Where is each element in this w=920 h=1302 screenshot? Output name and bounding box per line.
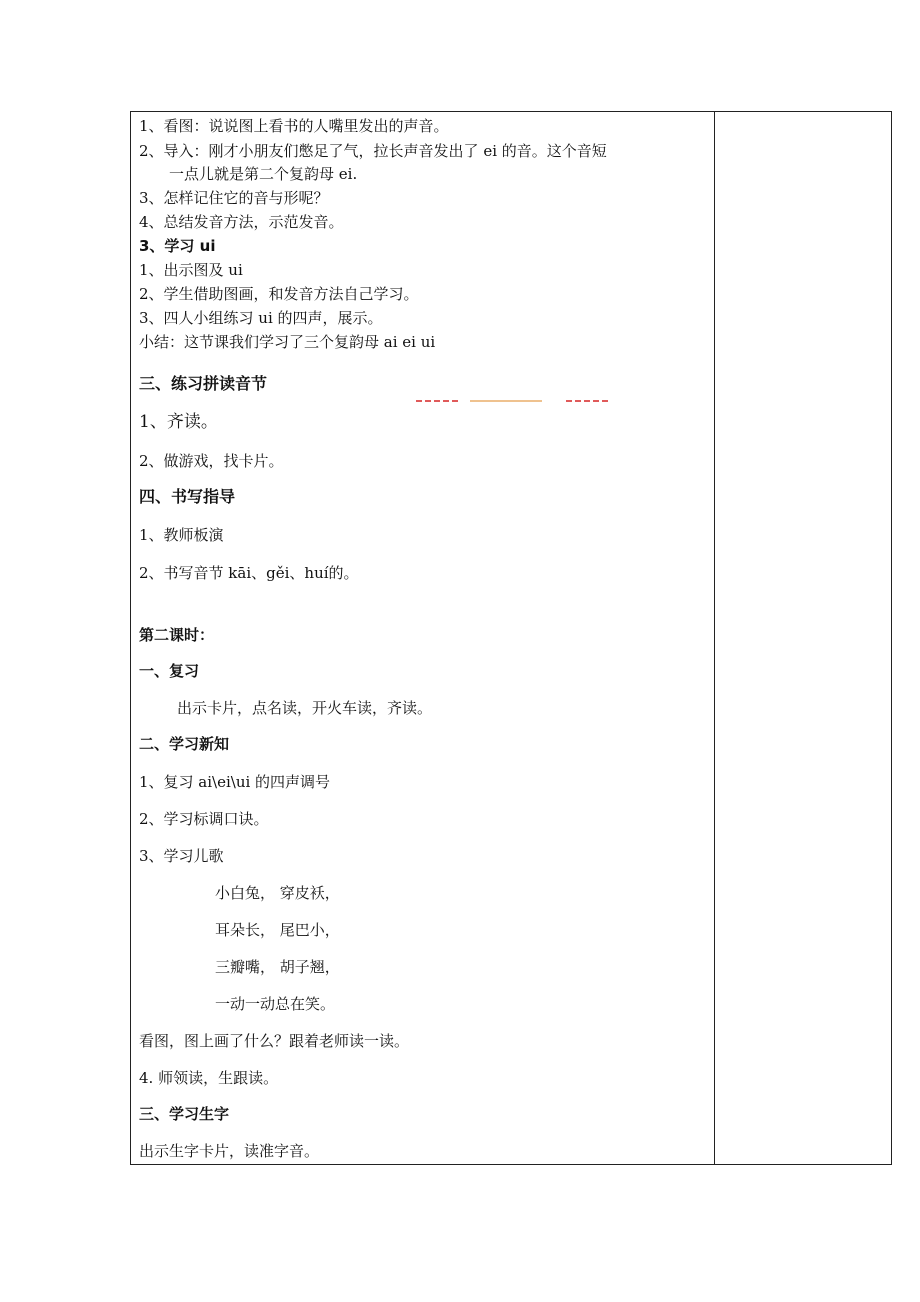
text-line: 2、学生借助图画，和发音方法自己学习。 bbox=[139, 285, 419, 303]
text-line: 4、总结发音方法，示范发音。 bbox=[139, 213, 344, 231]
poem-line: 三瓣嘴， 胡子翘， bbox=[215, 958, 340, 976]
text-line: 1、教师板演 bbox=[139, 526, 224, 544]
text-line: 出示卡片，点名读，开火车读，齐读。 bbox=[177, 699, 433, 717]
text-line: 一点儿就是第二个复韵母 ei. bbox=[169, 165, 358, 183]
text-line: 看图，图上画了什么？跟着老师读一读。 bbox=[139, 1032, 410, 1050]
section-heading: 三、练习拼读音节 bbox=[139, 374, 268, 393]
text-line: 2、导入：刚才小朋友们憋足了气，拉长声音发出了 ei 的音。这个音短 bbox=[139, 142, 607, 160]
decorative-mark bbox=[416, 400, 458, 404]
section-heading: 三、学习生字 bbox=[139, 1105, 230, 1123]
section-heading: 二、学习新知 bbox=[139, 735, 230, 753]
section-heading: 一、复习 bbox=[139, 662, 200, 680]
section-heading: 3、学习 ui bbox=[139, 237, 216, 255]
text-line: 2、学习标调口诀。 bbox=[139, 810, 269, 828]
text-line: 2、做游戏，找卡片。 bbox=[139, 452, 284, 470]
poem-line: 耳朵长， 尾巴小， bbox=[215, 921, 340, 939]
section-heading: 第二课时： bbox=[139, 626, 215, 644]
text-line: 出示生字卡片，读准字音。 bbox=[139, 1142, 320, 1160]
text-line: 1、齐读。 bbox=[139, 412, 218, 432]
text-line: 4. 师领读，生跟读。 bbox=[139, 1069, 279, 1087]
column-divider bbox=[714, 112, 715, 1164]
section-heading: 四、书写指导 bbox=[139, 487, 236, 506]
poem-line: 小白兔， 穿皮袄， bbox=[215, 884, 340, 902]
text-line: 1、出示图及 ui bbox=[139, 261, 243, 279]
text-line: 3、学习儿歌 bbox=[139, 847, 224, 865]
text-line: 3、四人小组练习 ui 的四声，展示。 bbox=[139, 309, 383, 327]
text-line: 1、复习 ai\ei\ui 的四声调号 bbox=[139, 773, 331, 791]
lesson-table bbox=[130, 111, 892, 1165]
summary-line: 小结：这节课我们学习了三个复韵母 ai ei ui bbox=[139, 333, 436, 351]
text-line: 2、书写音节 kāi、gěi、huí的。 bbox=[139, 564, 359, 582]
text-line: 1、看图：说说图上看书的人嘴里发出的声音。 bbox=[139, 117, 449, 135]
poem-line: 一动一动总在笑。 bbox=[215, 995, 336, 1013]
decorative-mark bbox=[566, 400, 608, 404]
text-line: 3、怎样记住它的音与形呢？ bbox=[139, 189, 329, 207]
decorative-mark bbox=[470, 400, 542, 402]
